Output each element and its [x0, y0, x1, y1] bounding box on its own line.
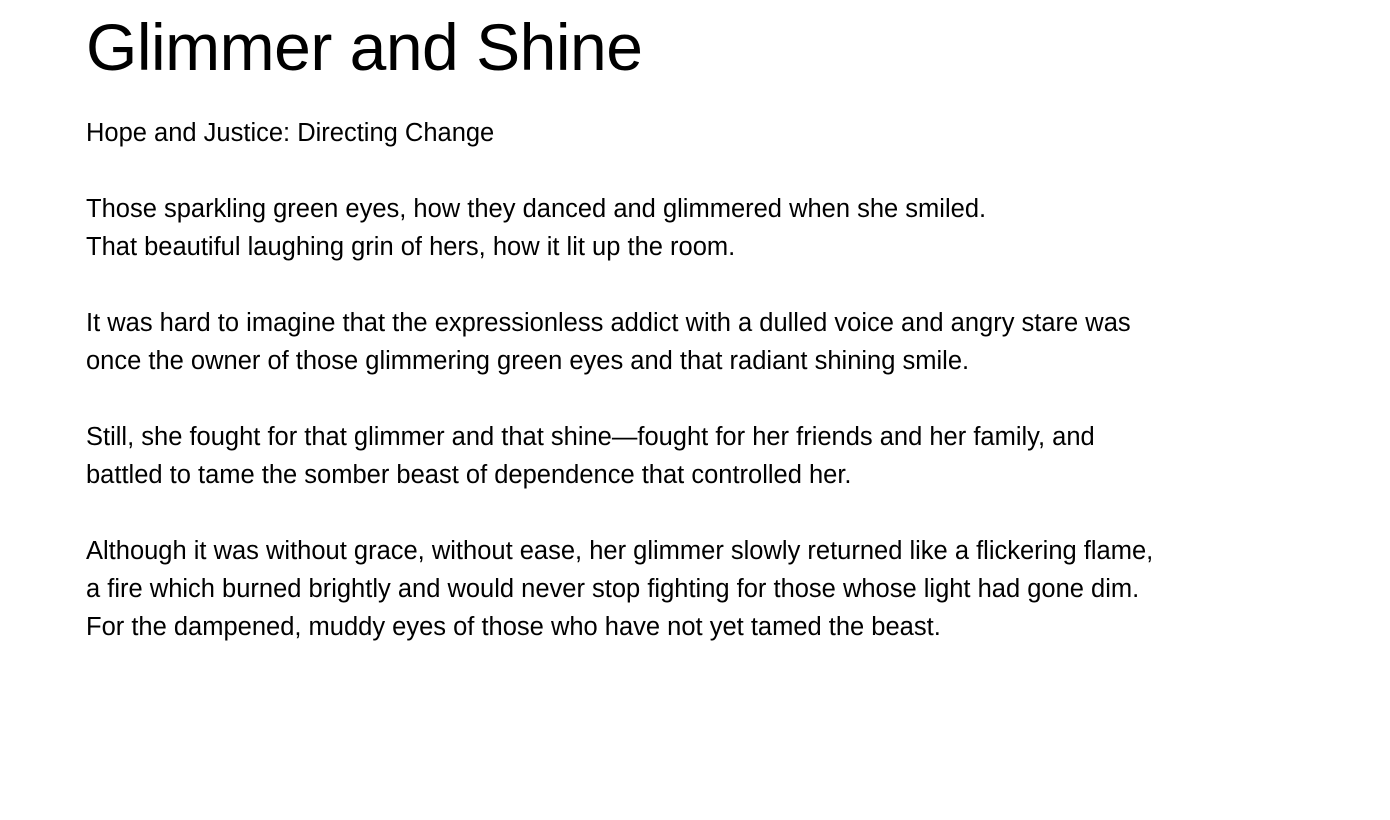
paragraph-3: [86, 418, 1336, 494]
paragraph-1-line-2: That beautiful laughing grin of hers, how it lit up the room.: [86, 233, 736, 261]
paragraph-1-line-1: Those sparkling green eyes, how they danced and glimmered when she smiled.: [86, 195, 987, 223]
slide-body: [86, 114, 1336, 646]
paragraph-4-line-3: For the dampened, muddy eyes of those who have not yet tamed the beast.: [86, 613, 941, 641]
paragraph-4-line-2: a fire which burned brightly and would never stop fighting for those whose light had gone dim.: [86, 575, 1140, 603]
paragraph-spacer: [86, 152, 1336, 190]
page-title: Glimmer and Shine: [86, 10, 643, 84]
paragraph-2-line-1: It was hard to imagine that the expressionless addict with a dulled voice and angry stare was: [86, 309, 1131, 337]
paragraph-3-line-2: battled to tame the somber beast of dependence that controlled her.: [86, 461, 852, 489]
paragraph-4: [86, 532, 1336, 646]
paragraph-3-line-1: Still, she fought for that glimmer and that shine—fought for her friends and her family, and: [86, 423, 1095, 451]
paragraph-2-line-2: once the owner of those glimmering green eyes and that radiant shining smile.: [86, 347, 970, 375]
paragraph-spacer: [86, 266, 1336, 304]
paragraph-spacer: [86, 494, 1336, 532]
subtitle-text: Hope and Justice: Directing Change: [86, 119, 495, 147]
subtitle-line: [86, 114, 1336, 152]
paragraph-spacer: [86, 380, 1336, 418]
paragraph-4-line-1: Although it was without grace, without ease, her glimmer slowly returned like a flickering flame,: [86, 537, 1154, 565]
paragraph-1: [86, 190, 1336, 266]
paragraph-2: [86, 304, 1336, 380]
